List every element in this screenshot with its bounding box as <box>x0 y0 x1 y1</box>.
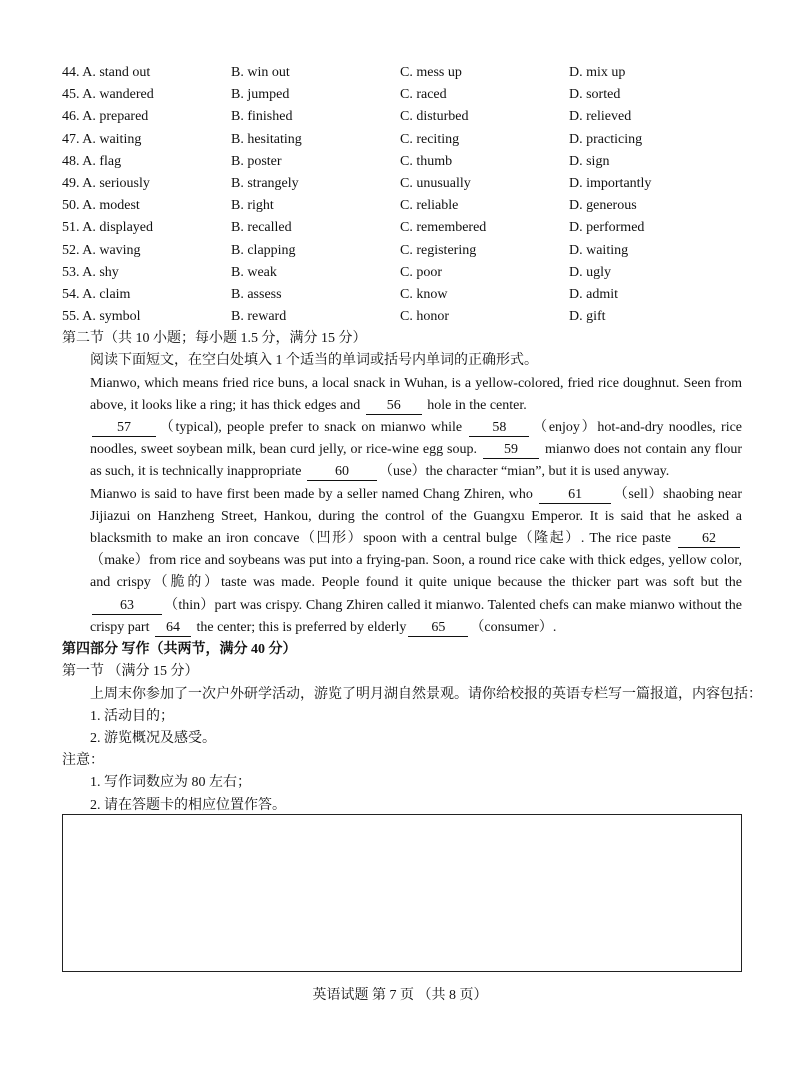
blank-60[interactable]: 60 <box>307 464 377 481</box>
choice-row: 53. A. shy B. weak C. poor D. ugly <box>62 264 611 280</box>
choice-row: 48. A. flag B. poster C. thumb D. sign <box>62 153 610 169</box>
page-footer: 英语试题 第 7 页 （共 8 页） <box>312 988 488 1003</box>
blank-61[interactable]: 61 <box>539 487 611 504</box>
blank-62[interactable]: 62 <box>678 531 740 548</box>
passage-paragraph-1: Mianwo, which means fried rice buns, a local snack in Wuhan, is a yellow-colored, fried rice doughnut. Seen from above, it looks like a ring; it has thick edges and 56 hole in the center. <box>90 375 742 413</box>
choice-row: 55. A. symbol B. reward C. honor D. gift <box>62 309 606 325</box>
choice-row: 51. A. displayed B. recalled C. remembered D. performed <box>62 220 645 236</box>
choice-row: 44. A. stand out B. win out C. mess up D. mix up <box>62 65 626 80</box>
section2-heading: 第二节（共 10 小题；每小题 1.5 分，满分 15 分） <box>62 331 367 347</box>
choice-row: 52. A. waving B. clapping C. registering D. waiting <box>62 242 629 258</box>
writing-prompt: 上周末你参加了一次户外研学活动，游览了明月湖自然景观。请你给校报的英语专栏写一篇报道，内容包括： <box>90 686 762 702</box>
blank-59[interactable]: 59 <box>483 442 539 459</box>
blank-64[interactable]: 64 <box>155 620 191 637</box>
note-label: 注意： <box>62 753 104 769</box>
choice-row: 54. A. claim B. assess C. know D. admit <box>62 286 618 302</box>
blank-63[interactable]: 63 <box>92 598 162 615</box>
section2-instruction: 阅读下面短文，在空白处填入 1 个适当的单词或括号内单词的正确形式。 <box>90 353 538 369</box>
note-2: 2. 请在答题卡的相应位置作答。 <box>90 797 286 813</box>
note-1: 1. 写作词数应为 80 左右； <box>90 775 251 791</box>
choice-row: 45. A. wandered B. jumped C. raced D. sorted <box>62 87 621 103</box>
choice-row: 46. A. prepared B. finished C. disturbed D. relieved <box>62 109 632 125</box>
choice-row: 50. A. modest B. right C. reliable D. generous <box>62 198 637 214</box>
answer-box[interactable] <box>62 814 742 972</box>
part4-subheading: 第一节 （满分 15 分） <box>62 664 199 680</box>
blank-65[interactable]: 65 <box>408 620 468 637</box>
blank-58[interactable]: 58 <box>469 420 529 437</box>
choice-row: 49. A. seriously B. strangely C. unusually D. importantly <box>62 175 652 191</box>
requirement-2: 2. 游览概况及感受。 <box>90 730 216 746</box>
requirement-1: 1. 活动目的； <box>90 708 174 724</box>
choice-row: 47. A. waiting B. hesitating C. reciting D. practicing <box>62 131 643 147</box>
blank-57[interactable]: 57 <box>92 420 156 437</box>
part4-heading: 第四部分 写作（共两节，满分 40 分） <box>62 642 297 658</box>
exam-page <box>62 62 762 817</box>
passage-paragraph-3: Mianwo is said to have first been made by a seller named Chang Zhiren, who 61 （sell）shaobing near Jijiazui on Hanzheng Street, Hankou, during the control of the Guangxu Emperor. It is said that he asked a blacksmith to make an iron concave（凹形）spoon with a central bulge（隆起）. The rice paste 62（make）from rice and soybeans was put into a frying-pan. Soon, a round rice cake with thick edges, yellow color, and crispy（脆的）taste was made. People found it quite unique because the thicker part was soft but the 63 （thin）part was crispy. Chang Zhiren called it mianwo. Talented chefs can make mianwo without the crispy part 64 the center; this is preferred by elderly 65 （consumer）. <box>90 486 742 635</box>
blank-56[interactable]: 56 <box>366 398 422 415</box>
passage-paragraph-2: 57 （typical), people prefer to snack on mianwo while 58 （enjoy）hot-and-dry noodles, rice noodles, sweet soybean milk, bean curd jelly, or rice-wine egg soup. 59 mianwo does not contain any flour as such, it is technically inappropriate 60 （use）the character “mian”, but it is used anyway. <box>90 420 743 480</box>
choice-table <box>62 62 742 328</box>
